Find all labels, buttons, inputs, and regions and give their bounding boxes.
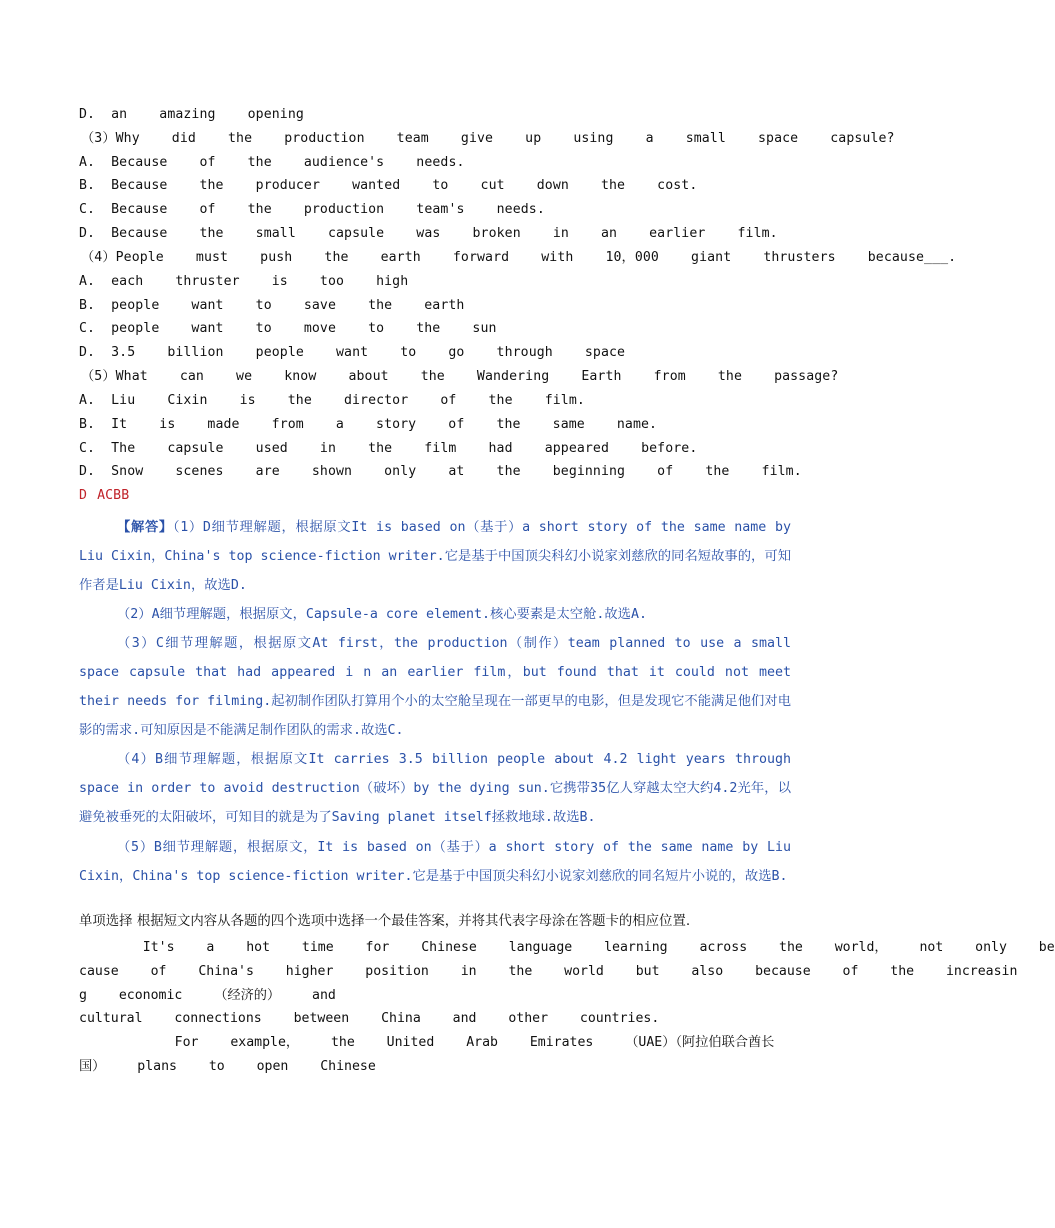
passage-line-3: g economic （经济的） and xyxy=(79,988,336,1003)
q3-option-c: C. Because of the production team's needs. xyxy=(79,202,545,217)
explanation-item-1 xyxy=(79,513,791,600)
q4-stem: （4）People must push the earth forward with 10，000 giant thrusters because___. xyxy=(81,250,957,265)
q3-option-d: D. Because the small capsule was broken in an earlier film. xyxy=(79,226,778,241)
passage-line-2: cause of China's higher position in the world but also because of the increasin xyxy=(79,964,1018,979)
explanation-item-2: （2）A细节理解题，根据原文，Capsule-a core element.核心要素是太空舱.故选A. xyxy=(117,607,647,622)
q4-option-d: D. 3.5 billion people want to go through space xyxy=(79,345,626,360)
explanation-text-1: （1）D细节理解题，根据原文It is based on（基于）a short story of the same name by Liu Cixin，China's top science-fiction writer.它是基于中国顶尖科幻小说家刘慈欣的同名短故事的，可知作者是Liu Cixin，故选D. xyxy=(79,520,792,593)
q5-option-d: D. Snow scenes are shown only at the beginning of the film. xyxy=(79,464,802,479)
explanation-item-5: （5）B细节理解题，根据原文，It is based on（基于）a short story of the same name by Liu Cixin，China's top science-fiction writer.它是基于中国顶尖科幻小说家刘慈欣的同名短片小说的，故选B. xyxy=(79,840,791,884)
q4-option-c: C. people want to move to the sun xyxy=(79,321,497,336)
q5-option-a: A. Liu Cixin is the director of the film. xyxy=(79,393,585,408)
passage-line-1: It's a hot time for Chinese language learning across the world， not only be xyxy=(79,940,1055,955)
q5-stem: （5）What can we know about the Wandering Earth from the passage? xyxy=(81,369,839,384)
explanation-label: 【解答】 xyxy=(117,520,173,535)
section-instruction: 单项选择 根据短文内容从各题的四个选项中选择一个最佳答案，并将其代表字母涂在答题卡的相应位置. xyxy=(79,914,691,929)
passage-line-4: cultural connections between China and other countries. xyxy=(79,1011,660,1026)
q4-option-b: B. people want to save the earth xyxy=(79,298,465,313)
q5-option-c: C. The capsule used in the film had appeared before. xyxy=(79,441,698,456)
answer-key: D ACBB xyxy=(79,488,130,503)
explanation-item-4: （4）B细节理解题，根据原文It carries 3.5 billion people about 4.2 light years through space in order to avoid destruction（破坏）by the dying sun.它携带35亿人穿越太空大约4.2光年，以避免被垂死的太阳破坏，可知目的就是为了Saving planet itself拯救地球.故选B. xyxy=(79,752,791,825)
explanation-item-3: （3）C细节理解题，根据原文At first，the production（制作）team planned to use a small space capsule that had appeared i n an earlier film，but found that it could not meet their needs for filming.起初制作团队打算用个小的太空舱呈现在一部更早的电影，但是发现它不能满足他们对电影的需求.可知原因是不能满足制作团队的需求.故选C. xyxy=(79,636,791,738)
q3-option-b: B. Because the producer wanted to cut down the cost. xyxy=(79,178,698,193)
q3-stem: （3）Why did the production team give up using a small space capsule? xyxy=(81,131,895,146)
q2-option-d: D. an amazing opening xyxy=(79,107,304,122)
passage-line-5: For example， the United Arab Emirates （UAE）（阿拉伯联合酋长 xyxy=(79,1035,775,1050)
q5-option-b: B. It is made from a story of the same name. xyxy=(79,417,658,432)
passage-line-6: 国） plans to open Chinese xyxy=(79,1059,376,1074)
q4-option-a: A. each thruster is too high xyxy=(79,274,409,289)
q3-option-a: A. Because of the audience's needs. xyxy=(79,155,465,170)
